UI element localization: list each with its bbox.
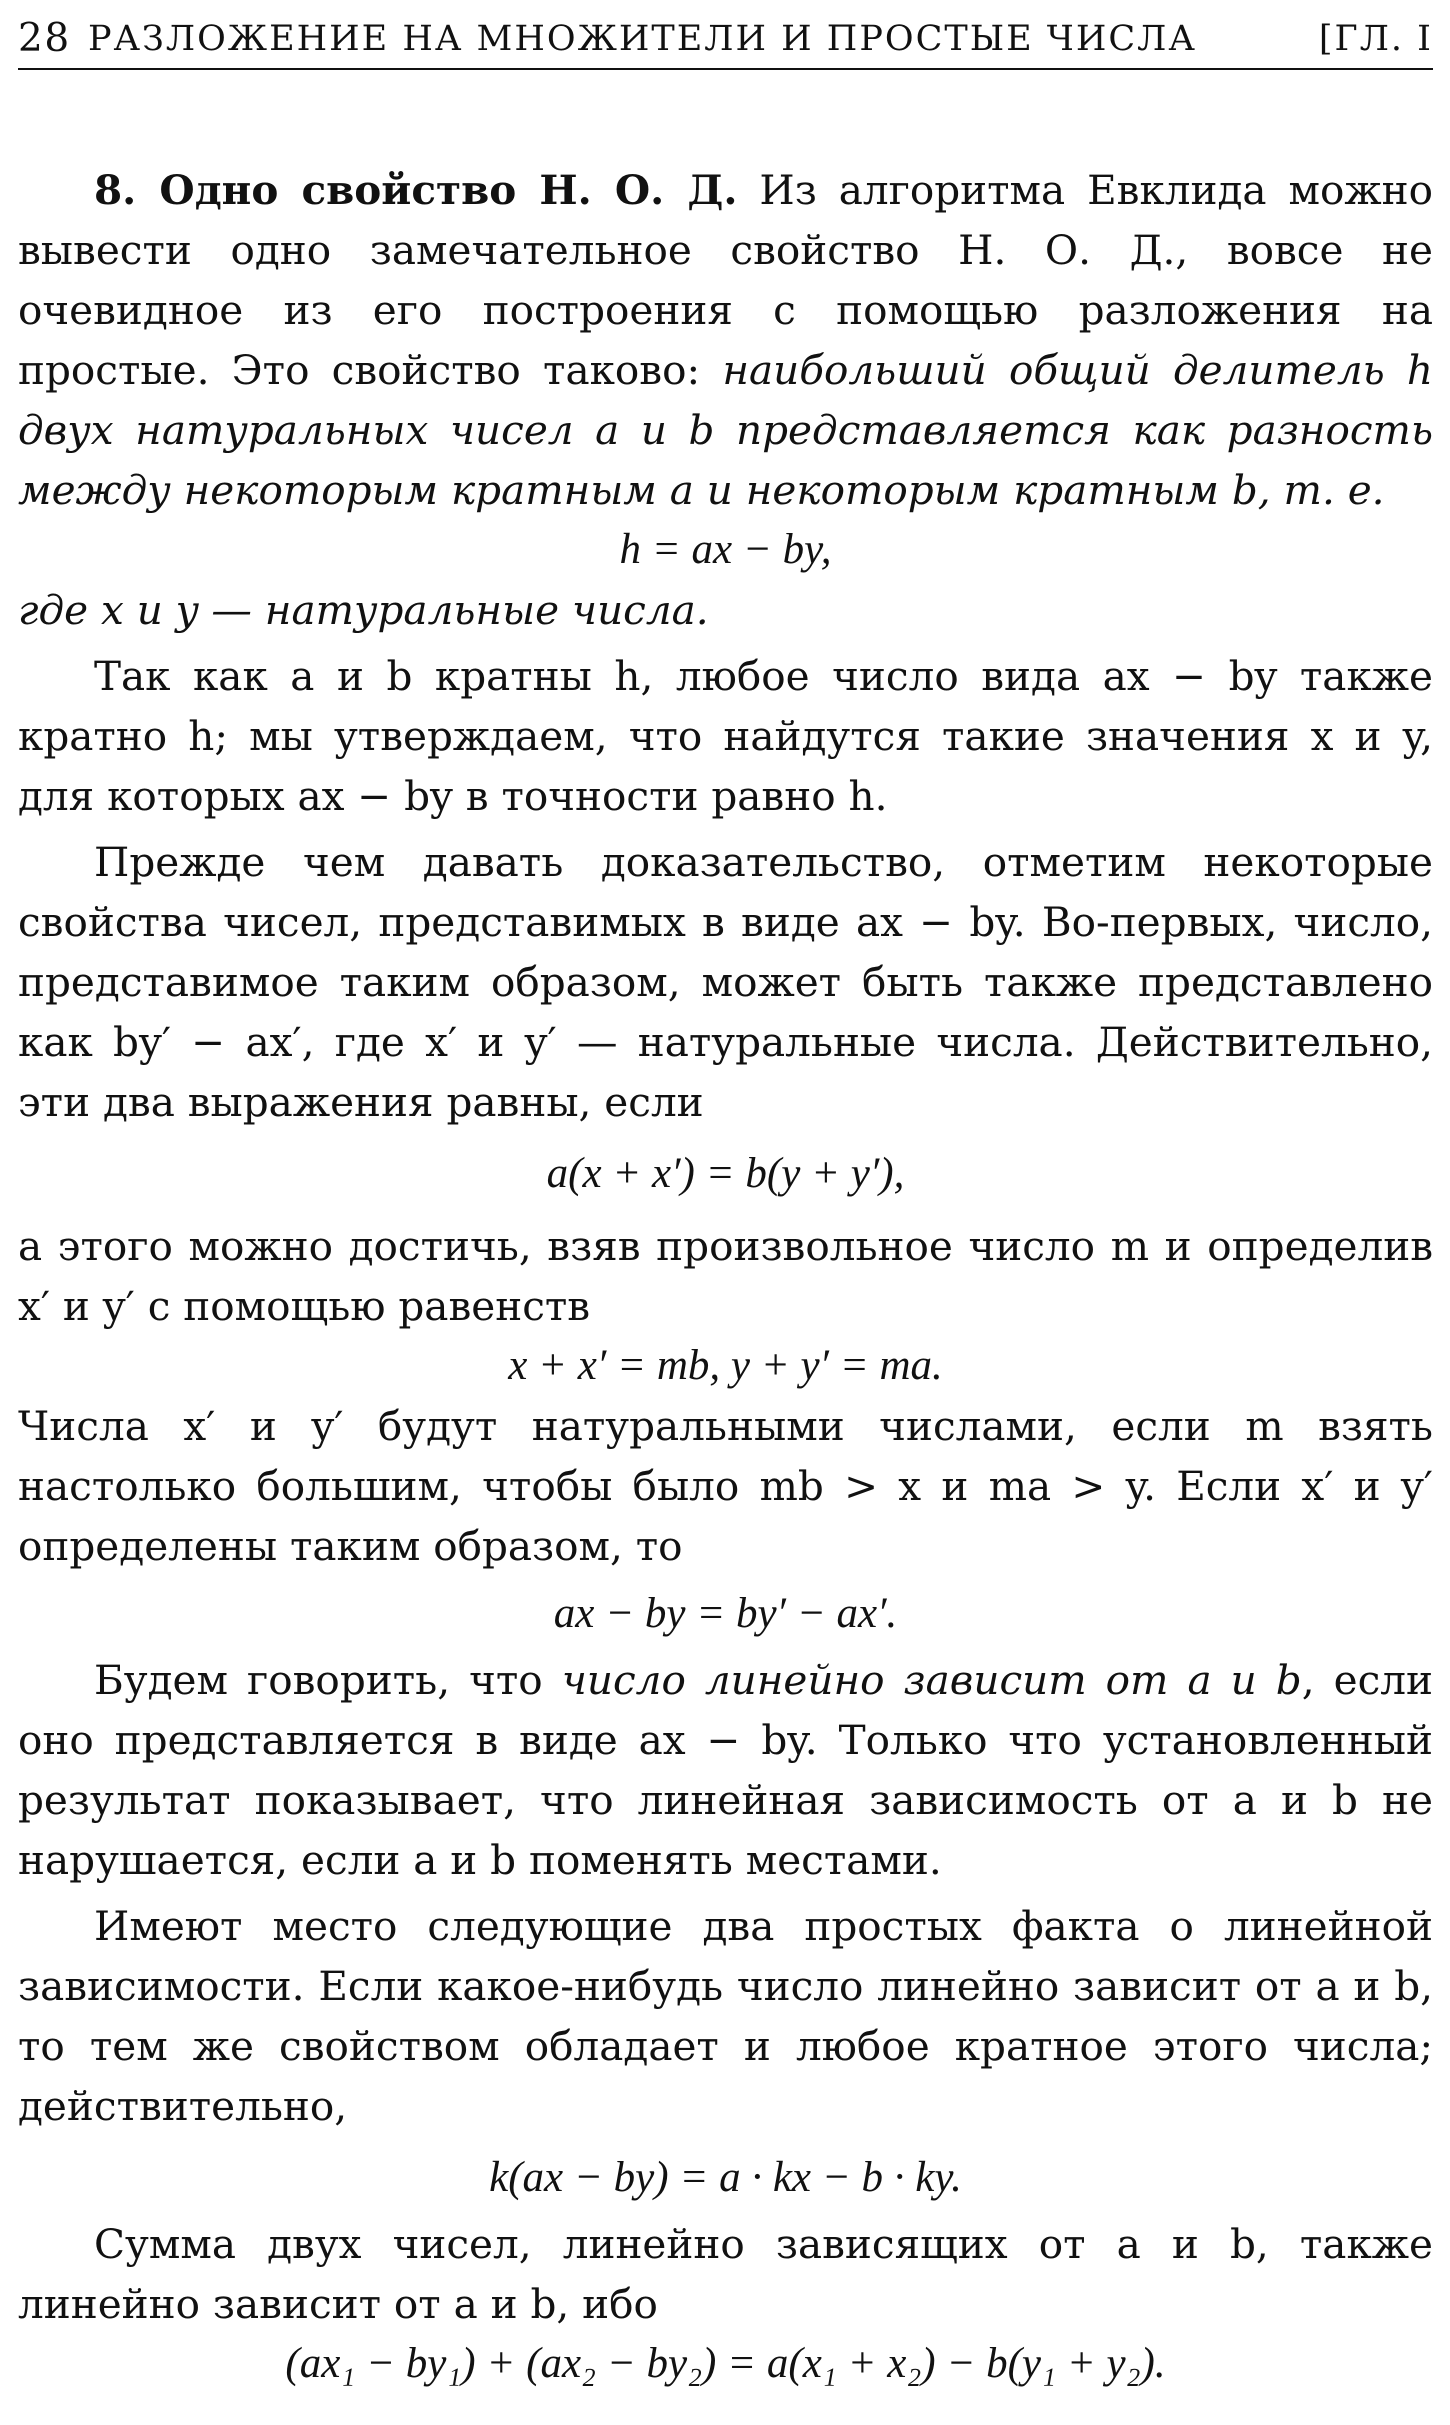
paragraph-4: а этого можно достичь, взяв произвольное число m и определив x′ и y′ с помощью равенств bbox=[18, 1222, 1433, 1330]
section-body bbox=[18, 160, 1433, 2394]
paragraph-6-rest: , если оно представляется в виде ax − by. Только что установленный результат показывает, что линейная зависимость от a и b не нарушается, если a и b поменять местами. bbox=[18, 1656, 1433, 1884]
chapter-label: [ГЛ. I bbox=[1318, 19, 1433, 59]
paragraph-3: Прежде чем давать доказательство, отметим некоторые свойства чисел, представимых в виде ax − by. Во-первых, число, представимое таким образом, может быть также представлено как by′ − ax′, где x′ и y′ — натуральные числа. Действительно, эти два выражения равны, если bbox=[18, 838, 1433, 1126]
running-title: РАЗЛОЖЕНИЕ НА МНОЖИТЕЛИ И ПРОСТЫЕ ЧИСЛА bbox=[88, 19, 1197, 59]
theorem-statement: наибольший общий делитель h двух натуральных чисел a и b представляется как разность между некоторым кратным a и некоторым кратным b, т. е. bbox=[18, 346, 1433, 514]
paragraph-8: Сумма двух чисел, линейно зависящих от a и b, также линейно зависит от a и b, ибо bbox=[18, 2220, 1433, 2328]
paragraph-5: Числа x′ и y′ будут натуральными числами, если m взять настолько большим, чтобы было mb > x и ma > y. Если x′ и y′ определены таким образом, то bbox=[18, 1402, 1433, 1570]
paragraph-1 bbox=[18, 160, 1433, 520]
formula-definitions: x + x′ = mb, y + y′ = ma. bbox=[508, 1342, 943, 1389]
page-number: 28 bbox=[18, 16, 71, 61]
section-heading: 8. Одно свойство Н. О. Д. bbox=[94, 166, 738, 214]
running-header bbox=[18, 10, 1433, 70]
formula-equality: a(x + x′) = b(y + y′), bbox=[546, 1150, 905, 1197]
paragraph-6-lead: Будем говорить, что bbox=[94, 1656, 562, 1704]
formula-h: h = ax − by, bbox=[619, 526, 832, 573]
definition-term: число линейно зависит от a и b bbox=[561, 1656, 1302, 1704]
paragraph-1-text: Из алгоритма Евклида можно вывести одно замечательное свойство Н. О. Д., вовсе не очевидное из его построения с помощью разложения на простые. Это свойство таково: bbox=[18, 166, 1434, 394]
paragraph-7: Имеют место следующие два простых факта о линейной зависимости. Если какое-нибудь число линейно зависит от a и b, то тем же свойством обладает и любое кратное этого числа; действительно, bbox=[18, 1902, 1433, 2130]
paragraph-6 bbox=[18, 1650, 1433, 1890]
formula-multiple: k(ax − by) = a · kx − b · ky. bbox=[489, 2154, 962, 2201]
formula-sum: (ax₁ − by₁) + (ax₂ − by₂) = a(x₁ + x₂) − b(y₁ + y₂). bbox=[285, 2340, 1166, 2387]
paragraph-2: Так как a и b кратны h, любое число вида ax − by также кратно h; мы утверждаем, что найдутся такие значения x и y, для которых ax − by в точности равно h. bbox=[18, 652, 1433, 820]
formula-symmetry: ax − by = by′ − ax′. bbox=[553, 1590, 898, 1637]
theorem-tail: где x и y — натуральные числа. bbox=[18, 586, 709, 634]
